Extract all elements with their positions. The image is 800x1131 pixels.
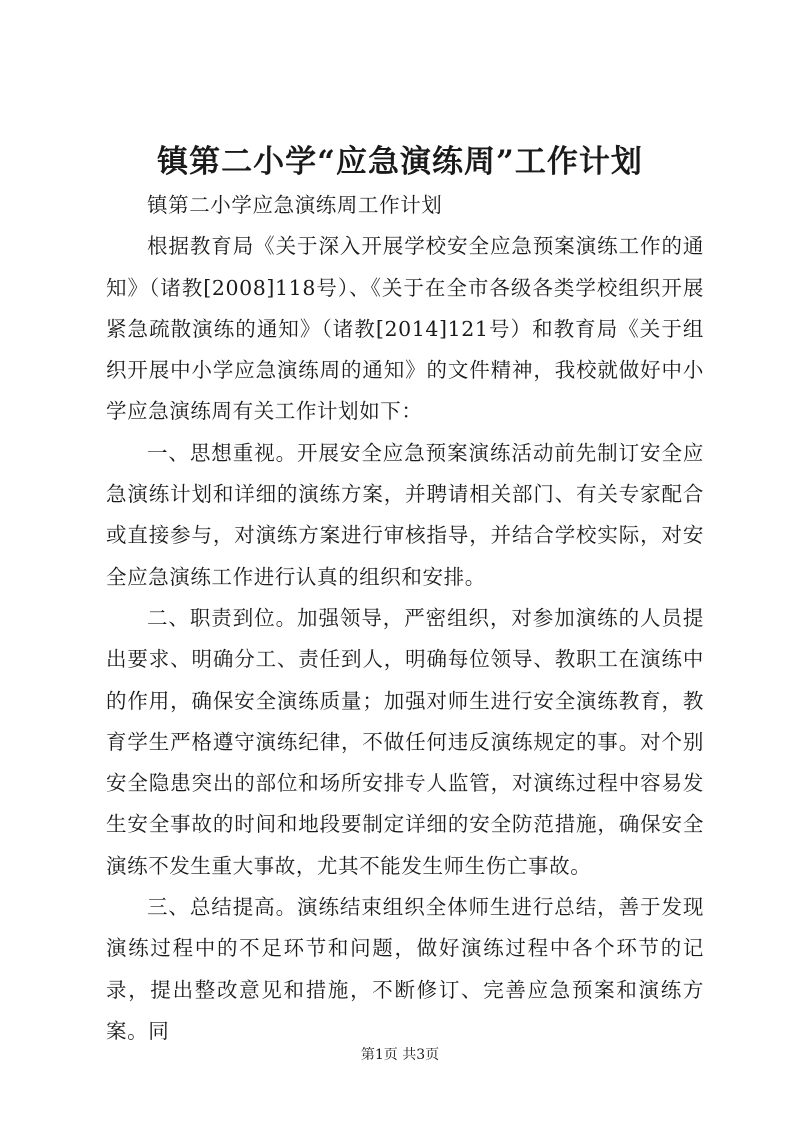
subtitle-paragraph: 镇第二小学应急演练周工作计划 <box>147 193 443 217</box>
section-two-paragraph: 二、职责到位。加强领导，严密组织，对参加演练的人员提出要求、明确分工、责任到人，明确每位领导、教职工在演练中的作用，确保安全演练质量；加强对师生进行安全演练教育，教育学生严格遵守演练纪律，不做任何违反演练规定的事。对个别安全隐患突出的部位和场所安排专人监管，对演练过程中容易发生安全事故的时间和地段要制定详细的安全防范措施，确保安全演练不发生重大事故，尤其不能发生师生伤亡事故。 <box>106 605 704 878</box>
section-three-paragraph: 三、总结提高。演练结束组织全体师生进行总结，善于发现演练过程中的不足环节和问题，做好演练过程中各个环节的记录，提出整改意见和措施，不断修订、完善应急预案和演练方案。同 <box>106 895 704 1043</box>
document-body <box>106 185 704 1052</box>
document-title: 镇第二小学“应急演练周”工作计划 <box>157 144 643 180</box>
page-number-footer: 第1页 共3页 <box>360 1047 440 1063</box>
intro-paragraph: 根据教育局《关于深入开展学校安全应急预案演练工作的通知》（诸教[2008]118号）、《关于在全市各级各类学校组织开展紧急疏散演练的通知》（诸教[2014]121号）和教育局《关于组织开展中小学应急演练周的通知》的文件精神，我校就做好中小学应急演练周有关工作计划如下： <box>106 234 704 424</box>
section-one-paragraph: 一、思想重视。开展安全应急预案演练活动前先制订安全应急演练计划和详细的演练方案，并聘请相关部门、有关专家配合或直接参与，对演练方案进行审核指导，并结合学校实际，对安全应急演练工作进行认真的组织和安排。 <box>106 440 704 589</box>
